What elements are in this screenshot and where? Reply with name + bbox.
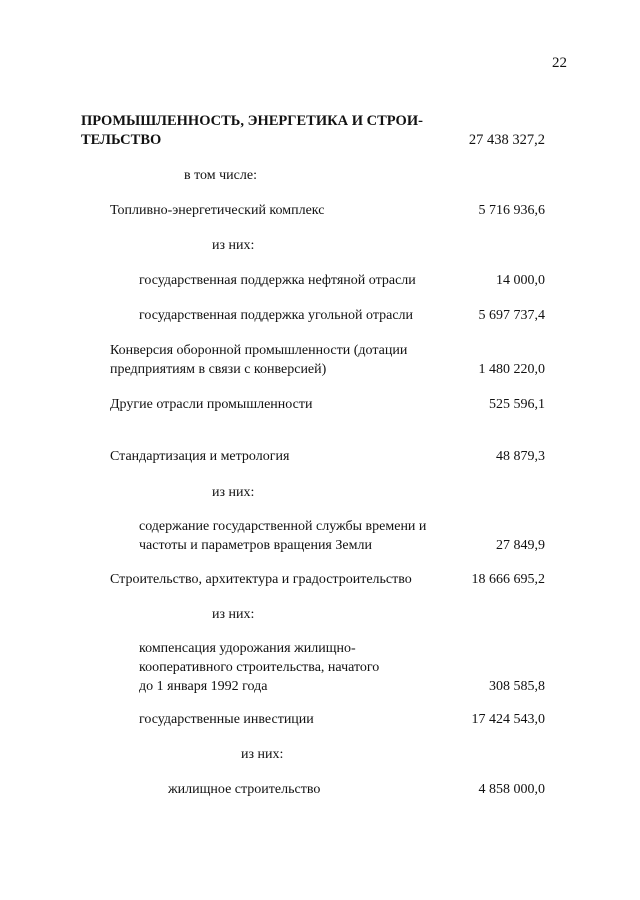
row-label	[212, 605, 254, 624]
row-label-line: государственная поддержка угольной отрасли	[139, 308, 414, 323]
row-label	[139, 710, 314, 729]
row-label	[168, 780, 320, 799]
row-value: 4 858 000,0	[478, 782, 545, 797]
row-label-line: содержание государственной службы времени и	[139, 519, 427, 534]
row-value: 27 849,9	[496, 538, 545, 553]
row-value: 5 697 737,4	[478, 308, 545, 323]
row-label	[241, 745, 283, 764]
row-label-line: до 1 января 1992 года	[139, 679, 268, 694]
row-label	[110, 201, 324, 220]
row-label	[212, 483, 254, 502]
row-value: 308 585,8	[489, 679, 545, 694]
row-label-line: в том числе:	[184, 168, 257, 183]
row-label-line: из них:	[241, 747, 284, 762]
row-label	[139, 639, 379, 696]
row-label-line: Топливно-энергетический комплекс	[110, 203, 325, 218]
section-heading-line-2: ТЕЛЬСТВО	[81, 132, 162, 148]
row-label	[139, 271, 416, 290]
row-label-line: компенсация удорожания жилищно-	[139, 641, 356, 656]
row-label-line: из них:	[212, 238, 255, 253]
row-label	[110, 395, 312, 414]
row-label-line: частоты и параметров вращения Земли	[139, 538, 372, 553]
row-value: 525 596,1	[489, 397, 545, 412]
row-label-line: Строительство, архитектура и градостроительство	[110, 572, 412, 587]
row-label	[110, 570, 412, 589]
row-value: 14 000,0	[496, 273, 545, 288]
row-label-line: Конверсия оборонной промышленности (дотации	[110, 343, 408, 358]
row-label-line: государственная поддержка нефтяной отрасли	[139, 273, 416, 288]
row-label	[139, 306, 413, 325]
row-label-line: из них:	[212, 485, 255, 500]
row-label	[184, 166, 257, 185]
section-heading-value: 27 438 327,2	[468, 132, 545, 148]
row-label-line: предприятиям в связи с конверсией)	[110, 362, 327, 377]
page-number: 22	[552, 55, 567, 71]
row-label-line: из них:	[212, 607, 255, 622]
row-label-line: жилищное строительство	[168, 782, 321, 797]
row-value: 1 480 220,0	[478, 362, 545, 377]
row-label	[212, 236, 254, 255]
row-label-line: государственные инвестиции	[139, 712, 314, 727]
row-label	[110, 341, 407, 379]
row-label	[139, 517, 426, 555]
row-label-line: кооперативного строительства, начатого	[139, 660, 380, 675]
row-label-line: Другие отрасли промышленности	[110, 397, 313, 412]
section-heading-line-1: ПРОМЫШЛЕННОСТЬ, ЭНЕРГЕТИКА И СТРОИ-	[81, 113, 423, 129]
row-label-line: Стандартизация и метрология	[110, 449, 290, 464]
row-value: 5 716 936,6	[478, 203, 545, 218]
row-value: 18 666 695,2	[471, 572, 545, 587]
section-heading-label	[81, 112, 423, 150]
row-value: 48 879,3	[496, 449, 545, 464]
row-value: 17 424 543,0	[471, 712, 545, 727]
row-label	[110, 447, 289, 466]
